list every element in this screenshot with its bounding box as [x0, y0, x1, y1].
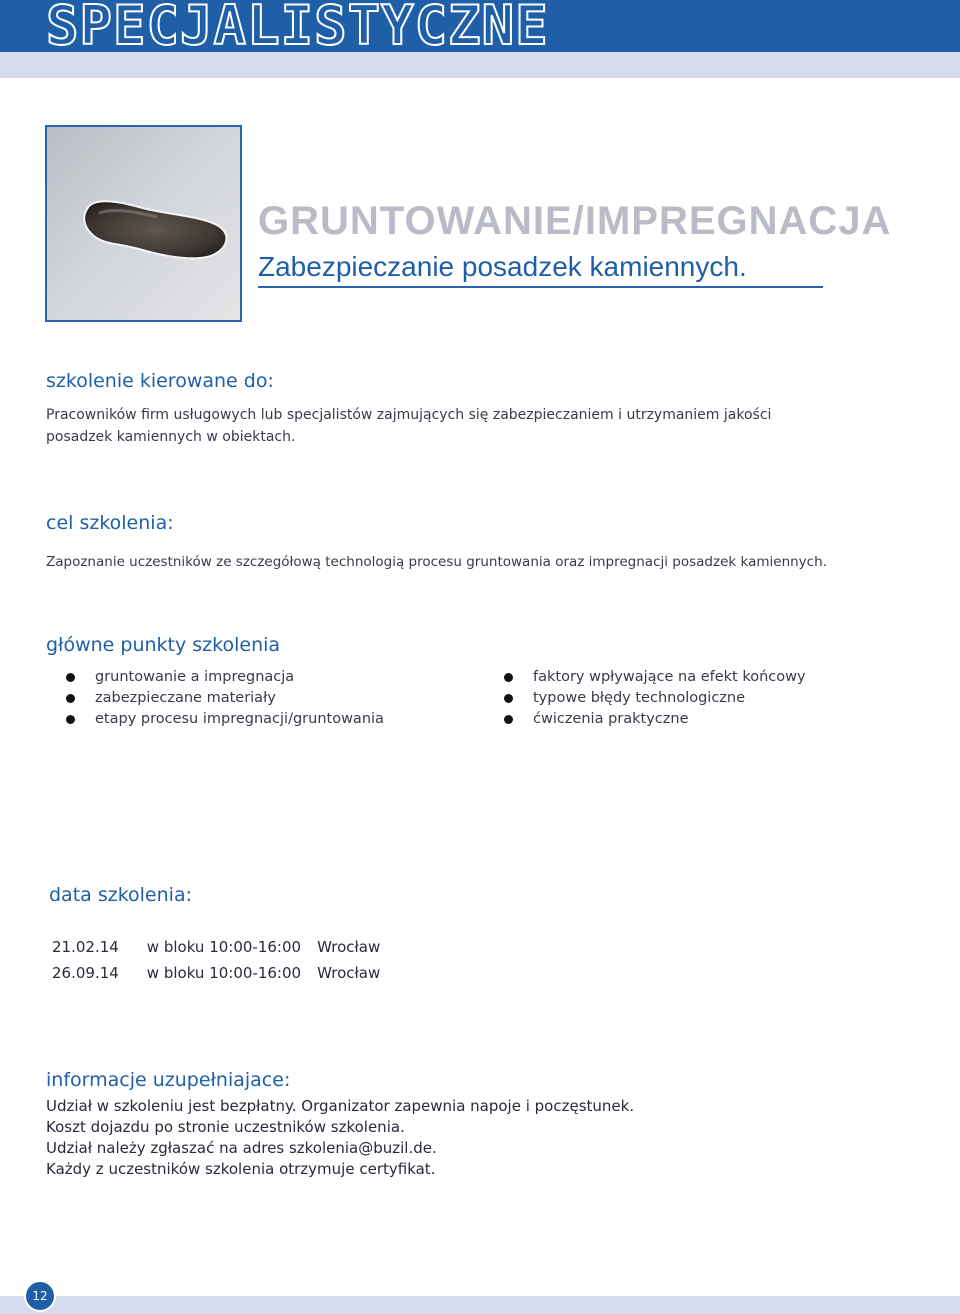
audience-text-line: posadzek kamiennych w obiektach. [46, 429, 296, 445]
bullet-icon [66, 694, 75, 703]
table-row [52, 960, 396, 986]
puddle-image [47, 127, 240, 320]
audience-text [46, 404, 771, 448]
footer-band [0, 1296, 960, 1314]
city-cell: Wrocław [317, 964, 381, 982]
banner-title: SPECJALISTYCZNE [46, 0, 549, 57]
dates-heading: data szkolenia: [49, 884, 192, 906]
page-number: 12 [24, 1280, 56, 1312]
course-title: GRUNTOWANIE/IMPREGNACJA [258, 199, 892, 243]
list-item: zabezpieczane materiały [65, 688, 384, 709]
bullet-icon [66, 715, 75, 724]
date-cell: 21.02.14 [52, 938, 119, 956]
city-cell: Wrocław [317, 938, 381, 956]
list-item: ćwiczenia praktyczne [503, 709, 806, 730]
bullet-icon [504, 694, 513, 703]
audience-text-line: Pracowników firm usługowych lub specjalistów zajmujących się zabezpieczaniem i utrzymaniem jakości [46, 407, 772, 423]
list-item: typowe błędy technologiczne [503, 688, 806, 709]
info-text [46, 1096, 634, 1180]
dates-table [52, 934, 396, 986]
points-heading: główne punkty szkolenia [46, 634, 281, 656]
info-line: Udział w szkoleniu jest bezpłatny. Organizator zapewnia napoje i poczęstunek. [46, 1097, 635, 1115]
course-photo [45, 125, 242, 322]
info-line: Udział należy zgłaszać na adres szkolenia@buzil.de. [46, 1139, 437, 1157]
info-line: Każdy z uczestników szkolenia otrzymuje certyfikat. [46, 1160, 436, 1178]
points-list-right [503, 667, 806, 730]
title-divider [258, 286, 823, 288]
table-row [52, 934, 396, 960]
goal-heading: cel szkolenia: [46, 512, 174, 534]
date-cell: 26.09.14 [52, 964, 119, 982]
points-list-left [65, 667, 384, 730]
bullet-icon [504, 715, 513, 724]
bullet-icon [504, 673, 513, 682]
course-subtitle: Zabezpieczanie posadzek kamiennych. [258, 251, 747, 282]
list-item: gruntowanie a impregnacja [65, 667, 384, 688]
info-line: Koszt dojazdu po stronie uczestników szkolenia. [46, 1118, 405, 1136]
time-cell: w bloku 10:00-16:00 [146, 938, 302, 956]
list-item: faktory wpływające na efekt końcowy [503, 667, 806, 688]
bullet-icon [66, 673, 75, 682]
time-cell: w bloku 10:00-16:00 [146, 964, 302, 982]
list-item: etapy procesu impregnacji/gruntowania [65, 709, 384, 730]
info-heading: informacje uzupełniajace: [46, 1069, 291, 1091]
audience-heading: szkolenie kierowane do: [46, 370, 274, 392]
goal-text: Zapoznanie uczestników ze szczegółową technologią procesu gruntowania oraz impregnacji posadzek kamiennych. [46, 554, 827, 570]
